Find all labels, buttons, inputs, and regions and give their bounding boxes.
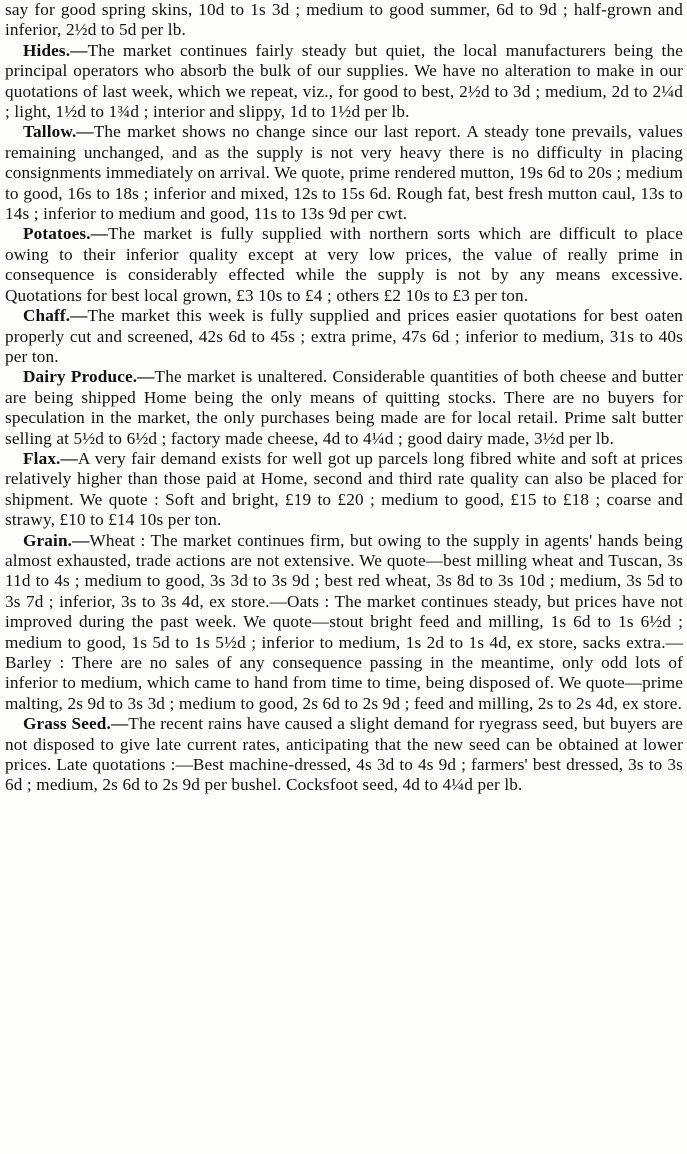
section-heading-tallow: Tallow.— <box>23 122 94 142</box>
paragraph-dairy-produce <box>5 367 683 449</box>
paragraph-flax <box>5 449 683 531</box>
paragraph-grass-seed <box>5 714 683 796</box>
paragraph-text: The market is fully supplied with northern sorts which are difficult to place owing to their inferior quality except at very low prices, the value of really prime in consequence is considerably effected while the supply is not by any means excessive. Quotations for best local grown, £3 10s to £4 ; others £2 10s to £3 per ton. <box>5 224 683 305</box>
paragraph-grain <box>5 531 683 715</box>
paragraph-text: The market shows no change since our last report. A steady tone prevails, values remaining unchanged, and as the supply is not very heavy there is no difficulty in placing consignments immediately on arrival. We quote, prime rendered mutton, 19s 6d to 20s ; medium to good, 16s to 18s ; inferior and mixed, 12s to 15s 6d. Rough fat, best fresh mutton caul, 13s to 14s ; inferior to medium and good, 11s to 13s 9d per cwt. <box>5 122 683 224</box>
paragraph-text: A very fair demand exists for well got up parcels long fibred white and soft at prices relatively higher than those paid at Home, second and third rate quality can also be placed for shipment. We quote : Soft and bright, £19 to £20 ; medium to good, £15 to £18 ; coarse and strawy, £10 to £14 10s per ton. <box>5 448 683 530</box>
paragraph-text: The market is unaltered. Considerable quantities of both cheese and butter are being shipped Home being the only means of quitting stocks. There are no buyers for speculation in the market, the only purchases being made are for local retail. Prime salt butter selling at 5½d to 6½d ; factory made cheese, 4d to 4¼d ; good dairy made, 3½d per lb. <box>5 367 683 448</box>
paragraph-chaff <box>5 306 683 367</box>
paragraph-skins-continued <box>5 0 683 41</box>
paragraph-text: Wheat : The market continues firm, but owing to the supply in agents' hands being almost exhausted, trade actions are not extensive. We quote—best milling wheat and Tuscan, 3s 11d to 4s ; medium to good, 3s 3d to 3s 9d ; best red wheat, 3s 8d to 3s 10d ; medium, 3s 5d to 3s 7d ; inferior, 3s to 3s 4d, ex store.—Oats : The market continues steady, but prices have not improved during the past week. We quote—stout bright feed and milling, 1s 6d to 1s 6½d ; medium to good, 1s 5d to 1s 5½d ; inferior to medium, 1s 2d to 1s 4d, ex store, sacks extra.—Barley : There are no sales of any consequence passing in the meantime, only odd lots of inferior to medium, which came to hand from time to time, being disposed of. We quote—prime malting, 2s 9d to 3s 3d ; medium to good, 2s 6d to 2s 9d ; feed and milling, 2s to 2s 4d, ex store. <box>5 530 683 713</box>
section-heading-chaff: Chaff.— <box>23 306 88 326</box>
paragraph-text: The market this week is fully supplied and prices easier quotations for best oaten properly cut and screened, 42s 6d to 45s ; extra prime, 47s 6d ; inferior to medium, 31s to 40s per ton. <box>5 306 683 366</box>
paragraph-text: say for good spring skins, 10d to 1s 3d ; medium to good summer, 6d to 9d ; half-grown and inferior, 2½d to 5d per lb. <box>5 0 683 40</box>
paragraph-tallow <box>5 122 683 224</box>
section-heading-potatoes: Potatoes.— <box>23 224 109 244</box>
paragraph-text: The market continues fairly steady but quiet, the local manufacturers being the principal operators who absorb the bulk of our supplies. We have no alteration to make in our quotations of last week, which we repeat, viz., for good to best, 2½d to 3d ; medium, 2d to 2¼d ; light, 1½d to 1¾d ; interior and slippy, 1d to 1½d per lb. <box>5 40 683 122</box>
paragraph-hides <box>5 41 683 123</box>
section-heading-flax: Flax.— <box>23 448 78 468</box>
paragraph-potatoes <box>5 224 683 306</box>
paragraph-text: The recent rains have caused a slight demand for ryegrass seed, but buyers are not disposed to give late current rates, anticipating that the new seed can be obtained at lower prices. Late quotations :—Best machine-dressed, 4s 3d to 4s 9d ; farmers' best dressed, 3s to 3s 6d ; medium, 2s 6d to 2s 9d per bushel. Cocksfoot seed, 4d to 4¼d per lb. <box>5 714 683 795</box>
section-heading-dairy-produce: Dairy Produce.— <box>23 367 155 387</box>
section-heading-grain: Grain.— <box>23 530 90 550</box>
section-heading-hides: Hides.— <box>23 40 88 60</box>
section-heading-grass-seed: Grass Seed.— <box>23 714 129 734</box>
